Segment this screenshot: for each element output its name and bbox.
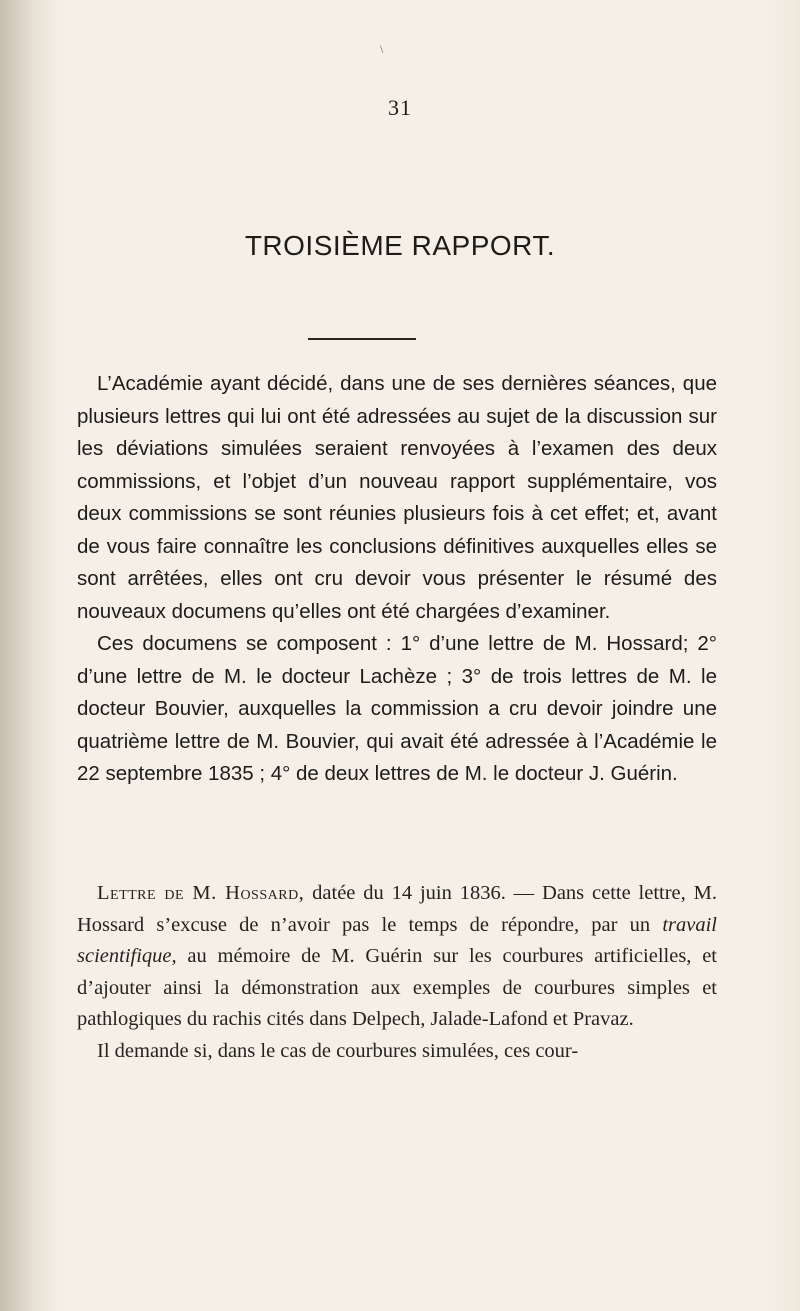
italic-phrase: travail scientifique, (77, 913, 717, 967)
body-text-lower (77, 878, 717, 1067)
letter-text-a: datée du 14 juin 1836. — Dans cette lettre, M. Hossard s’excuse de n’avoir pas le temps de répondre, par un (77, 882, 717, 936)
paragraph-hossard-letter (77, 878, 717, 1036)
letter-text-b: au mémoire de M. Guérin sur les courbures artificielles, et d’ajouter ainsi la démonstration aux exemples de courbures simples et pathlogiques du rachis cités dans Delpech, Jalade-Lafond et Pravaz. (77, 945, 717, 1030)
letter-heading: Lettre de M. Hossard, (97, 882, 305, 904)
stray-mark: \ (380, 42, 384, 56)
page-number: 31 (388, 95, 412, 120)
page-title: TROISIÈME RAPPORT. (244, 230, 556, 261)
title-divider (308, 338, 416, 340)
binding-shadow (0, 0, 55, 1311)
paragraph-intro: L’Académie ayant décidé, dans une de ses dernières séances, que plusieurs lettres qui lui ont été adressées au sujet de la discussion sur les déviations simulées seraient renvoyées à l’examen des deux commissions, et l’objet d’un nouveau rapport supplémentaire, vos deux commissions se sont réunies plusieurs fois à cet effet; et, avant de vous faire connaître les conclusions définitives auxquelles elles se sont arrêtées, elles ont cru devoir vous présenter le résumé des nouveaux documens qu’elles ont été chargées d’examiner. (77, 372, 717, 623)
paragraph-documents-list: Ces documens se composent : 1° d’une lettre de M. Hossard; 2° d’une lettre de M. le docteur Lachèze ; 3° de trois lettres de M. le docteur Bouvier, auxquelles la commission a cru devoir joindre une quatrième lettre de M. Bouvier, qui avait été adressée à l’Académie le 22 septembre 1835 ; 4° de deux lettres de M. le docteur J. Guérin. (77, 632, 717, 785)
paragraph-question: Il demande si, dans le cas de courbures simulées, ces cour- (97, 1039, 579, 1062)
body-text-upper (77, 368, 717, 791)
